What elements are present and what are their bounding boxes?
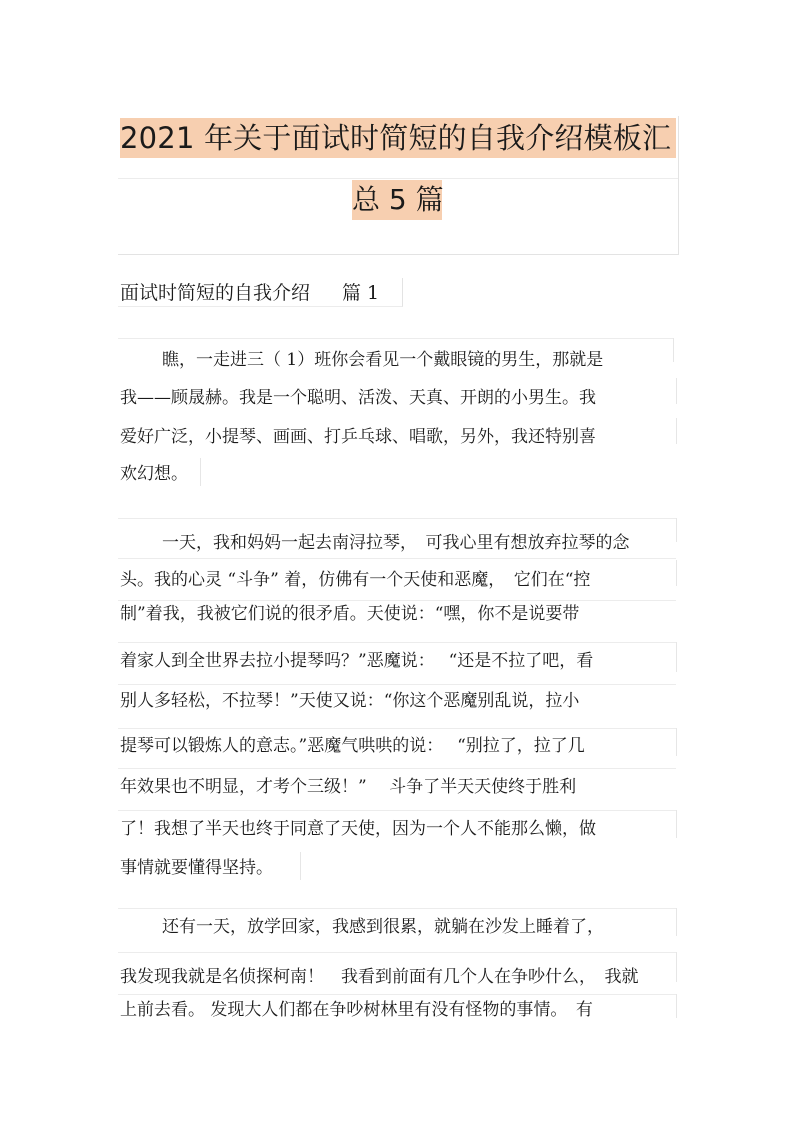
section-heading [120,281,379,305]
paragraph-line: 别人多轻松，不拉琴！”天使又说：“你这个恶魔别乱说，拉小 [120,691,580,711]
rule [676,378,677,404]
rule [300,852,301,880]
rule [676,560,677,586]
rule [676,908,677,936]
rule [118,994,676,995]
document-title-line-1: 2021 年关于面试时简短的自我介绍模板汇 [120,118,676,158]
paragraph-line: 上前去看。 发现大人们都在争吵树林里有没有怪物的事情。 有 [120,1000,593,1020]
title-divider [118,178,678,179]
rule [673,338,674,362]
rule [118,952,676,953]
paragraph-line: 事情就要懂得坚持。 [120,858,273,878]
paragraph-line: 瞧，一走进三（ 1）班你会看见一个戴眼镜的男生，那就是 [162,350,604,370]
paragraph-line: 制”着我，我被它们说的很矛盾。天使说：“嘿，你不是说要带 [120,604,580,624]
paragraph-line: 一天，我和妈妈一起去南浔拉琴， 可我心里有想放弃拉琴的念 [162,533,630,553]
rule [118,642,676,643]
paragraph-line: 我——顾晟赫。我是一个聪明、活泼、天真、开朗的小男生。我 [120,388,596,408]
paragraph-line: 我发现我就是名侦探柯南！ 我看到前面有几个人在争吵什么， 我就 [120,967,639,987]
paragraph-line: 了！我想了半天也终于同意了天使，因为一个人不能那么懒，做 [120,819,596,839]
paragraph-line: 欢幻想。 [120,464,188,484]
section-label: 篇 1 [342,282,380,304]
rule [200,458,201,486]
rule [118,338,674,339]
rule [676,952,677,982]
rule [676,418,677,444]
paragraph-line: 年效果也不明显，才考个三级！” 斗争了半天天使终于胜利 [120,777,577,797]
rule [118,558,676,559]
rule [118,518,676,519]
rule [676,810,677,838]
rule [676,728,677,756]
rule [676,994,677,1018]
rule [676,642,677,672]
rule [118,908,676,909]
paragraph-line: 着家人到全世界去拉小提琴吗？”恶魔说： “还是不拉了吧，看 [120,651,594,671]
paragraph-line: 提琴可以锻炼人的意志。”恶魔气哄哄的说： “别拉了，拉了几 [120,736,585,756]
rule [118,768,676,769]
section-heading-text: 面试时简短的自我介绍 [120,282,311,304]
rule [118,600,676,601]
document-title-line-2: 总 5 篇 [352,180,442,220]
rule [118,728,676,729]
paragraph-line: 还有一天，放学回家，我感到很累，就躺在沙发上睡着了， [162,917,604,937]
rule [118,684,676,685]
rule [118,810,676,811]
paragraph-line: 爱好广泛，小提琴、画画、打乒乓球、唱歌，另外，我还特别喜 [120,427,596,447]
rule [676,518,677,542]
paragraph-line: 头。我的心灵 “斗争” 着，仿佛有一个天使和恶魔， 它们在“控 [120,570,591,590]
